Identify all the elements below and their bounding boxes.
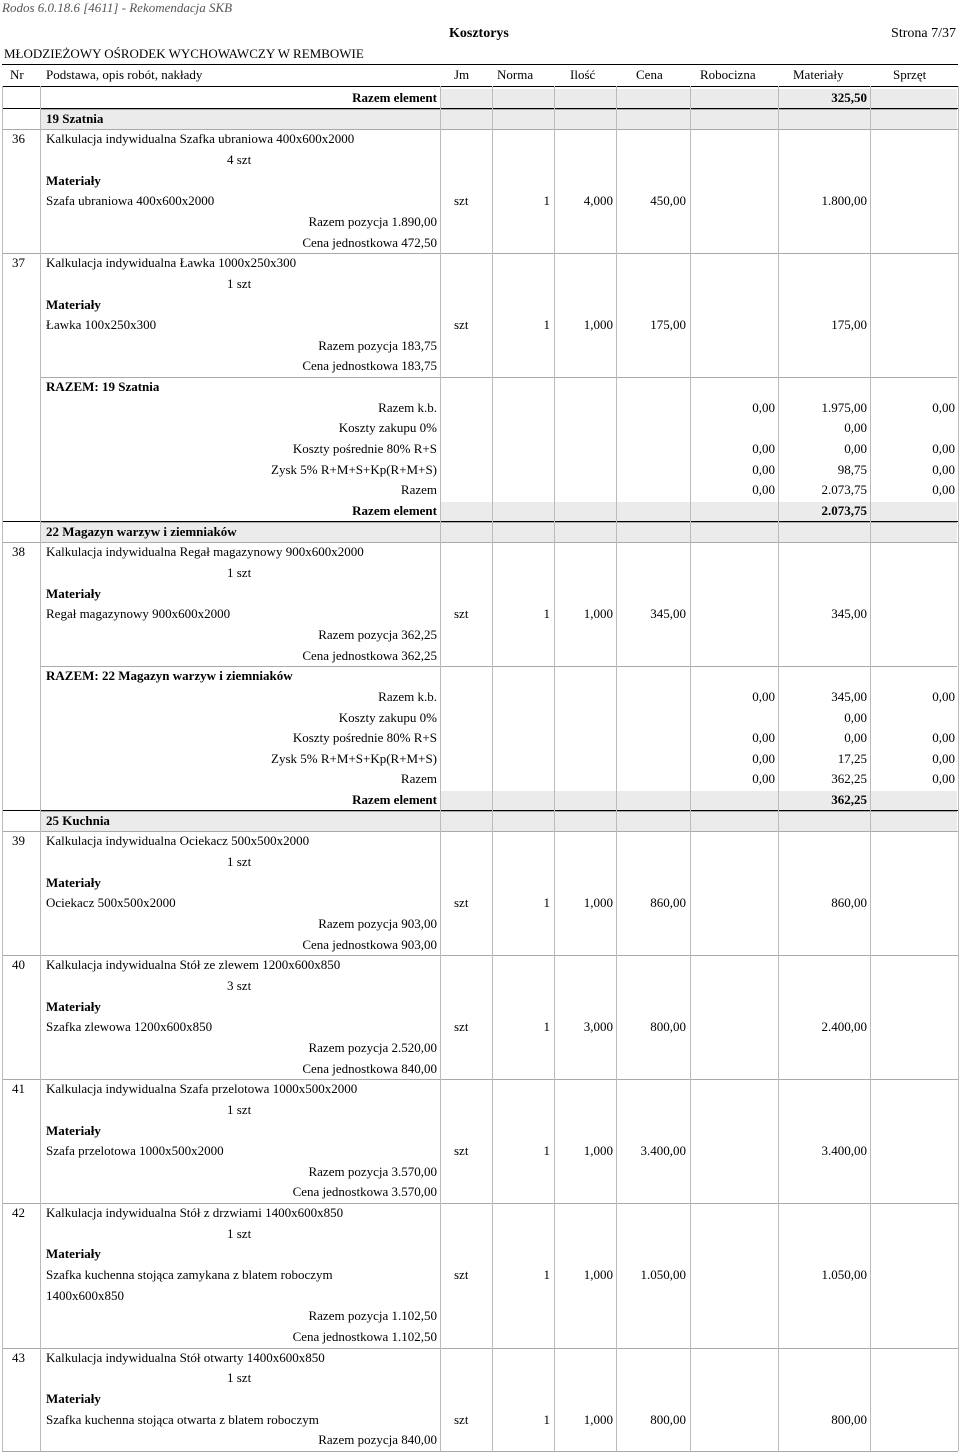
cell-ilosc: 4,000 [583,193,613,209]
cell-norma: 1 [543,317,550,333]
col-cena-header: Cena [636,67,663,82]
cell-mat: 2.073,75 [821,482,867,498]
item-number: 43 [12,1349,25,1365]
cell-qty: 3 szt [227,977,252,993]
cell-sprz: 0,00 [932,730,955,746]
cell-label: Razem element [352,503,437,518]
cell-mat: 362,25 [831,771,867,787]
section-band [40,812,957,831]
cell-mat: 325,50 [831,90,867,105]
col-nr-header: Nr [10,67,24,82]
item-number: 40 [12,957,25,973]
item-number: 38 [12,544,25,560]
cell-mat: 0,00 [844,730,867,746]
cell-label: Cena jednostkowa 362,25 [302,647,437,663]
cell-label: Koszty pośrednie 80% R+S [292,441,437,457]
cell-rob: 0,00 [752,399,775,415]
table-rule [40,377,957,378]
cell-label: Razem [400,771,437,787]
document-title: Kosztorys [449,26,509,41]
cell-sprz: 0,00 [932,750,955,766]
table-rule [440,86,441,1451]
cell-desc: Szafka zlewowa 1200x600x850 [46,1019,213,1035]
cell-label: Cena jednostkowa 1.102,50 [292,1329,437,1344]
item-number: 37 [12,255,25,271]
cell-desc: Regał magazynowy 900x600x2000 [46,606,231,622]
cell-mat: 345,00 [831,688,867,704]
col-materialy-header: Materiały [793,67,844,82]
cell-desc: Materiały [46,1122,101,1138]
cell-sprz: 0,00 [932,482,955,498]
table-rule [690,86,691,1451]
cell-sprz: 0,00 [932,688,955,704]
cell-label: Cena jednostkowa 183,75 [302,358,437,374]
cell-norma: 1 [543,1143,550,1159]
cell-desc: Szafa ubraniowa 400x600x2000 [46,193,215,209]
table-rule [40,522,957,523]
organization-name: MŁODZIEŻOWY OŚRODEK WYCHOWAWCZY W REMBOWIE [4,46,364,61]
cell-label: Razem pozycja 3.570,00 [308,1163,437,1179]
cell-cena: 1.050,00 [640,1267,686,1283]
cell-norma: 1 [543,895,550,911]
cell-desc: 1400x600x850 [46,1287,124,1303]
table-rule [2,1348,958,1349]
cell-desc: 19 Szatnia [46,110,104,126]
cell-label: Cena jednostkowa 903,00 [302,936,437,952]
cell-desc: Materiały [46,585,101,601]
cell-qty: 1 szt [227,1370,252,1386]
cell-desc: Ławka 100x250x300 [46,317,157,333]
table-rule [870,86,871,1451]
cell-label: Koszty zakupu 0% [338,420,437,436]
cell-mat: 1.050,00 [821,1267,867,1283]
cell-desc: Kalkulacja indywidualna Ociekacz 500x500x2000 [46,833,310,849]
cell-qty: 1 szt [227,854,252,870]
cell-mat: 362,25 [831,792,867,808]
table-rule [2,129,958,130]
cell-sprz: 0,00 [932,441,955,457]
cell-rob: 0,00 [752,461,775,477]
cell-label: Zysk 5% R+M+S+Kp(R+M+S) [271,461,437,477]
cell-rob: 0,00 [752,482,775,498]
cell-cena: 450,00 [650,193,686,209]
cell-mat: 3.400,00 [821,1143,867,1159]
cell-norma: 1 [543,193,550,209]
cell-ilosc: 1,000 [583,606,613,622]
cell-label: Zysk 5% R+M+S+Kp(R+M+S) [271,750,437,766]
cell-label: Razem pozycja 840,00 [318,1432,437,1448]
cell-label: Razem pozycja 1.102,50 [308,1308,437,1324]
cell-jm: szt [454,1143,469,1159]
cell-jm: szt [454,317,469,333]
col-robocizna-header: Robocizna [700,67,756,82]
col-sprzet-header: Sprzęt [893,67,927,82]
cell-qty: 4 szt [227,151,252,167]
cell-mat: 0,00 [844,709,867,725]
table-rule [2,253,958,254]
cell-cena: 860,00 [650,895,686,911]
cell-norma: 1 [543,1411,550,1427]
cell-cena: 345,00 [650,606,686,622]
cell-rob: 0,00 [752,771,775,787]
cell-jm: szt [454,1267,469,1283]
cell-label: Razem element [352,90,437,105]
cell-mat: 0,00 [844,441,867,457]
cell-label: Razem pozycja 183,75 [318,337,437,353]
cell-label: Razem element [352,792,437,808]
table-rule [616,86,617,1451]
cell-mat: 1.800,00 [821,193,867,209]
cell-cena: 800,00 [650,1019,686,1035]
cell-jm: szt [454,895,469,911]
cell-label: Cena jednostkowa 472,50 [302,234,437,250]
cell-mat: 860,00 [831,895,867,911]
table-rule [2,1203,958,1204]
table-rule [2,831,958,832]
col-jm-header: Jm [454,67,470,82]
cell-rob: 0,00 [752,730,775,746]
cell-norma: 1 [543,1267,550,1283]
cell-label: Razem [400,482,437,498]
col-norma-header: Norma [497,67,534,82]
cell-jm: szt [454,1411,469,1427]
cell-label: Cena jednostkowa 3.570,00 [292,1184,437,1200]
table-rule [554,86,555,1451]
table-rule [40,811,957,812]
cell-mat: 98,75 [837,461,867,477]
program-name: Rodos 6.0.18.6 [4611] - Rekomendacja SKB [2,0,233,15]
item-number: 42 [12,1205,25,1221]
cell-desc: Materiały [46,296,101,312]
cell-label: Razem pozycja 2.520,00 [308,1039,437,1055]
table-rule [40,86,41,1451]
cell-sprz: 0,00 [932,399,955,415]
cell-norma: 1 [543,1019,550,1035]
table-rule [958,86,959,1451]
cell-desc: Kalkulacja indywidualna Stół ze zlewem 1200x600x850 [46,957,341,973]
cell-jm: szt [454,606,469,622]
cell-mat: 1.975,00 [821,399,867,415]
cell-desc: RAZEM: 19 Szatnia [46,379,160,395]
cell-mat: 2.073,75 [821,503,867,518]
table-rule [492,86,493,1451]
cell-rob: 0,00 [752,750,775,766]
header-top-rule [2,64,958,65]
cell-ilosc: 1,000 [583,1267,613,1283]
cell-label: Razem k.b. [378,399,437,415]
cell-cena: 800,00 [650,1411,686,1427]
cell-sprz: 0,00 [932,771,955,787]
cell-mat: 175,00 [831,317,867,333]
cell-cena: 3.400,00 [640,1143,686,1159]
cell-qty: 1 szt [227,1225,252,1241]
col-desc-header: Podstawa, opis robót, nakłady [46,67,203,82]
cell-label: Koszty pośrednie 80% R+S [292,730,437,746]
cell-ilosc: 1,000 [583,1411,613,1427]
item-number: 39 [12,833,25,849]
table-rule [2,1079,958,1080]
cell-ilosc: 1,000 [583,317,613,333]
section-band [40,110,957,129]
cell-mat: 0,00 [844,420,867,436]
table-rule [40,666,957,667]
cell-desc: 25 Kuchnia [46,812,110,828]
cell-label: Razem k.b. [378,688,437,704]
cell-desc: Kalkulacja indywidualna Szafka ubraniowa 400x600x2000 [46,131,355,147]
cell-label: Koszty zakupu 0% [338,709,437,725]
cell-desc: RAZEM: 22 Magazyn warzyw i ziemniaków [46,668,293,684]
cell-ilosc: 1,000 [583,1143,613,1159]
table-rule [2,542,958,543]
cell-ilosc: 3,000 [583,1019,613,1035]
cell-desc: Kalkulacja indywidualna Stół z drzwiami 1400x600x850 [46,1205,344,1221]
cell-cena: 175,00 [650,317,686,333]
cell-desc: 22 Magazyn warzyw i ziemniaków [46,523,237,539]
table-rule [2,86,3,1451]
cell-rob: 0,00 [752,441,775,457]
table-rule [2,955,958,956]
cell-desc: Kalkulacja indywidualna Stół otwarty 1400x600x850 [46,1349,325,1365]
page-number: Strona 7/37 [891,26,956,41]
table-rule [40,109,957,110]
cell-desc: Kalkulacja indywidualna Regał magazynowy 900x600x2000 [46,544,364,560]
cell-label: Razem pozycja 1.890,00 [308,213,437,229]
item-number: 36 [12,131,25,147]
col-ilosc-header: Ilość [570,67,596,82]
cell-desc: Szafa przelotowa 1000x500x2000 [46,1143,224,1159]
cell-qty: 1 szt [227,564,252,580]
cell-desc: Kalkulacja indywidualna Ławka 1000x250x300 [46,255,297,271]
cell-qty: 1 szt [227,1101,252,1117]
cell-norma: 1 [543,606,550,622]
cell-mat: 345,00 [831,606,867,622]
cell-qty: 1 szt [227,275,252,291]
cell-label: Cena jednostkowa 840,00 [302,1060,437,1076]
cell-desc: Materiały [46,998,101,1014]
cell-rob: 0,00 [752,688,775,704]
cell-desc: Materiały [46,1390,101,1406]
element-total-band [440,791,957,810]
cell-desc: Ociekacz 500x500x2000 [46,895,176,911]
element-total-band [440,502,957,521]
cell-desc: Kalkulacja indywidualna Szafa przelotowa 1000x500x2000 [46,1081,358,1097]
cell-desc: Materiały [46,1246,101,1262]
cell-mat: 2.400,00 [821,1019,867,1035]
cell-sprz: 0,00 [932,461,955,477]
cell-desc: Materiały [46,874,101,890]
table-rule [778,86,779,1451]
cell-ilosc: 1,000 [583,895,613,911]
cell-jm: szt [454,193,469,209]
element-total-band [440,89,957,108]
item-number: 41 [12,1081,25,1097]
cell-jm: szt [454,1019,469,1035]
cell-mat: 800,00 [831,1411,867,1427]
cell-desc: Szafka kuchenna stojąca otwarta z blatem roboczym [46,1411,319,1427]
header-bottom-rule [2,86,958,87]
cell-label: Razem pozycja 903,00 [318,916,437,931]
cell-label: Razem pozycja 362,25 [318,626,437,642]
cell-desc: Szafka kuchenna stojąca zamykana z blatem roboczym [46,1267,333,1283]
cell-mat: 17,25 [837,750,867,766]
cell-desc: Materiały [46,172,101,188]
